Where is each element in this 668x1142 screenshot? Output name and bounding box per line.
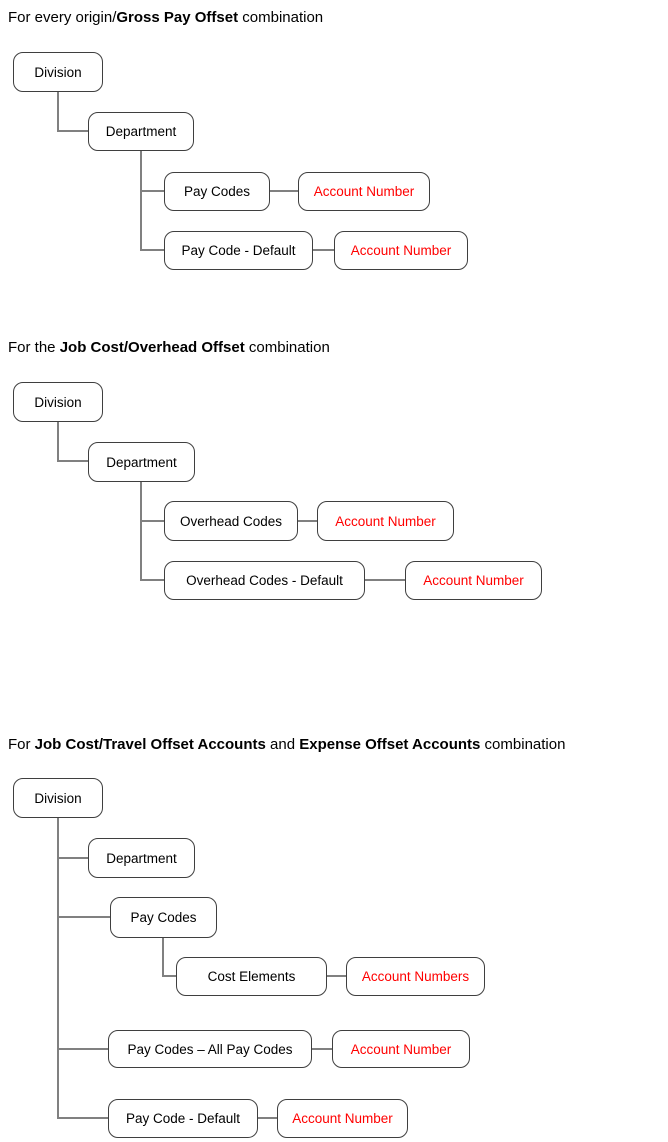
node-label: Account Number — [423, 573, 524, 588]
node-department — [88, 838, 195, 878]
node-label: Account Number — [335, 513, 436, 529]
node-label: Division — [34, 394, 82, 410]
connector-line — [140, 151, 142, 251]
connector-line — [162, 938, 164, 977]
node-pay-codes — [164, 172, 270, 211]
connector-line — [140, 520, 165, 522]
connector-line — [140, 579, 165, 581]
connector-line — [57, 916, 110, 918]
node-label: Account Number — [350, 243, 452, 258]
node-overhead-codes-default — [164, 561, 365, 600]
connector-line — [162, 975, 176, 977]
node-label: Overhead Codes - Default — [186, 573, 343, 588]
node-pay-code-default — [108, 1099, 258, 1138]
node-label: Account Number — [292, 1111, 393, 1126]
connector-line — [327, 975, 346, 977]
connector-line — [312, 1048, 332, 1050]
connector-line — [57, 1117, 108, 1119]
node-account-number — [298, 172, 430, 211]
title-segment: For the — [8, 339, 60, 356]
node-pay-code-default — [164, 231, 313, 270]
title-segment: Job Cost/Overhead Offset — [59, 339, 245, 356]
section-title — [8, 338, 330, 358]
node-label: Pay Codes — [130, 910, 197, 925]
title-segment: For — [8, 736, 35, 753]
connector-line — [140, 482, 142, 581]
connector-line — [57, 1048, 108, 1050]
node-account-numbers — [346, 957, 485, 996]
node-label: Account Numbers — [361, 969, 470, 984]
node-label: Cost Elements — [207, 969, 296, 984]
node-account-number — [317, 501, 454, 541]
node-division — [13, 778, 103, 818]
node-label: Pay Codes – All Pay Codes — [127, 1041, 293, 1057]
node-pay-codes-all-pay-codes — [108, 1030, 312, 1068]
node-account-number — [277, 1099, 408, 1138]
title-segment: combination — [244, 339, 330, 356]
section-title — [8, 8, 323, 28]
node-label: Pay Code - Default — [181, 243, 296, 258]
node-account-number — [332, 1030, 470, 1068]
title-segment: Expense Offset Accounts — [299, 736, 481, 753]
node-label: Department — [106, 454, 177, 470]
title-segment: combination — [238, 9, 324, 26]
node-overhead-codes — [164, 501, 298, 541]
node-label: Overhead Codes — [179, 513, 283, 529]
connector-line — [313, 249, 334, 251]
node-label: Department — [106, 850, 177, 866]
title-segment: Gross Pay Offset — [116, 9, 239, 26]
connector-line — [57, 422, 59, 462]
title-segment: and — [265, 736, 300, 753]
connector-line — [365, 579, 406, 581]
title-segment: combination — [480, 736, 566, 753]
connector-line — [298, 520, 318, 522]
connector-line — [57, 857, 88, 859]
connector-line — [270, 190, 299, 192]
node-department — [88, 442, 195, 482]
connector-line — [57, 92, 59, 132]
connector-line — [140, 190, 165, 192]
node-department — [88, 112, 194, 151]
node-cost-elements — [176, 957, 327, 996]
connector-line — [57, 130, 89, 132]
node-label: Account Number — [350, 1041, 452, 1057]
node-label: Department — [105, 124, 177, 139]
node-pay-codes — [110, 897, 217, 938]
title-segment: For every origin/ — [8, 9, 117, 26]
node-label: Division — [34, 790, 82, 806]
node-division — [13, 382, 103, 422]
connector-line — [57, 818, 59, 1119]
node-account-number — [405, 561, 542, 600]
connector-line — [140, 249, 165, 251]
node-label: Pay Codes — [183, 184, 251, 199]
node-label: Pay Code - Default — [125, 1111, 241, 1126]
node-label: Account Number — [313, 184, 415, 199]
title-segment: Job Cost/Travel Offset Accounts — [34, 736, 266, 753]
section-title — [8, 735, 565, 755]
node-label: Division — [34, 64, 82, 80]
connector-line — [258, 1117, 277, 1119]
node-division — [13, 52, 103, 92]
connector-line — [57, 460, 89, 462]
node-account-number — [334, 231, 468, 270]
